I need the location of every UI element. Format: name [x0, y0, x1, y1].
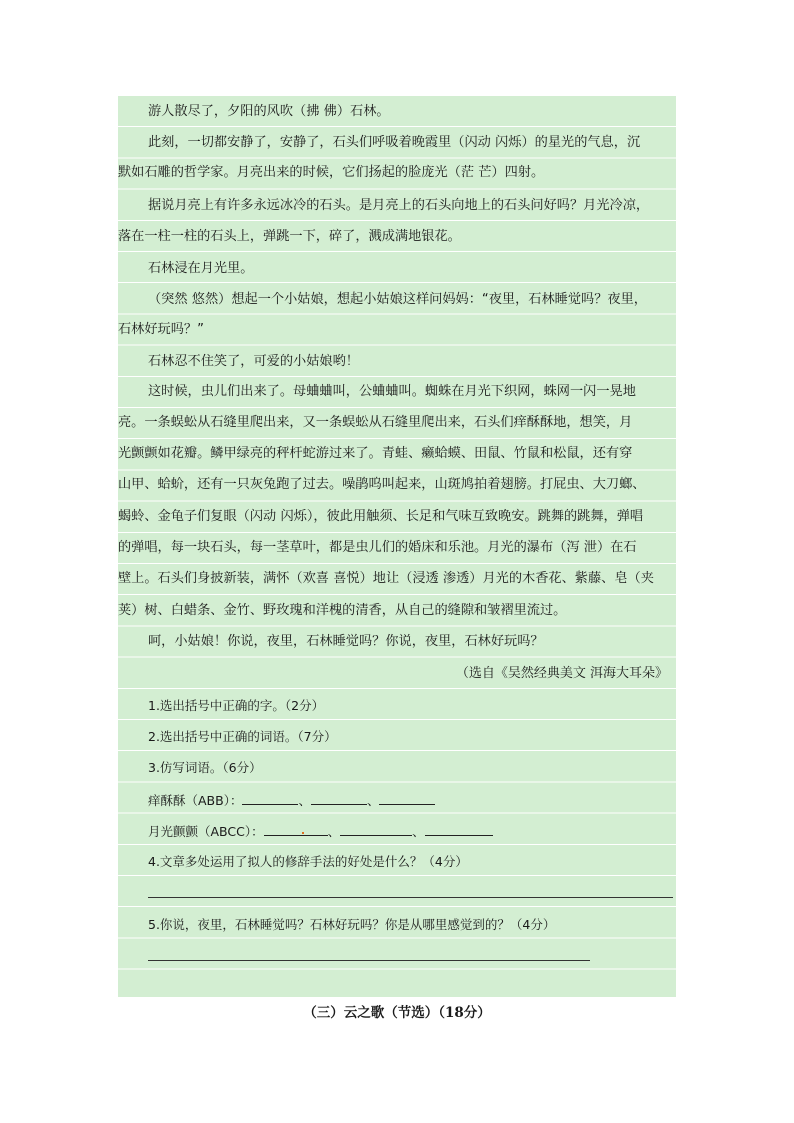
passage-line: 壁上。石头们身披新装，满怀（欢喜 喜悦）地让（浸透 渗透）月光的木香花、紫藤、皂（夹 — [118, 571, 654, 586]
passage-line: 的弹唱，每一块石头，每一茎草叶，都是虫儿们的婚床和乐池。月光的瀑布（泻 泄）在石 — [118, 540, 637, 555]
passage-line: 石林浸在月光里。 — [148, 261, 254, 276]
question-3b — [148, 821, 673, 842]
separator: 、 — [298, 793, 311, 808]
passage-line: 蝎蛉、金龟子们复眼（闪动 闪烁），彼此用触须、长足和气味互致晚安。跳舞的跳舞，弹唱 — [118, 509, 644, 524]
passage-line: 光颤颤如花瓣。鳞甲绿亮的秤杆蛇游过来了。青蛙、癞蛤蟆、田鼠、竹鼠和松鼠，还有穿 — [118, 446, 633, 461]
answer-blank[interactable] — [264, 821, 328, 836]
ink-mark — [302, 832, 304, 834]
question-2: 2.选出括号中正确的词语。（7分） — [148, 729, 337, 744]
separator: 、 — [366, 793, 380, 808]
question-4: 4.文章多处运用了拟人的修辞手法的好处是什么？（4分） — [148, 854, 468, 869]
separator: 、 — [327, 824, 341, 839]
separator: 、 — [412, 824, 425, 839]
passage-line: 石林好玩吗？” — [118, 322, 204, 337]
question-3: 3.仿写词语。（6分） — [148, 760, 262, 775]
answer-line[interactable] — [148, 960, 590, 961]
answer-line[interactable] — [148, 897, 673, 898]
passage-line: 落在一柱一柱的石头上，弹跳一下，碎了，溅成满地银花。 — [118, 229, 461, 244]
passage-line: 此刻，一切都安静了，安静了，石头们呼吸着晚霞里（闪动 闪烁）的星光的气息，沉 — [148, 135, 641, 150]
source-citation: （选自《吴然经典美文 洱海大耳朵》 — [455, 666, 668, 681]
passage-line: 石林忍不住笑了，可爱的小姑娘哟！ — [148, 354, 359, 369]
answer-blank[interactable] — [311, 790, 367, 805]
passage-line: 山甲、蛤蚧，还有一只灰兔跑了过去。噪鹃呜叫起来，山斑鸠拍着翅膀。打屁虫、大刀螂、 — [118, 477, 646, 492]
passage-line: （突然 悠然）想起一个小姑娘，想起小姑娘这样问妈妈：“夜里，石林睡觉吗？夜里， — [148, 292, 647, 307]
section-heading: （三）云之歌（节选）（18分） — [303, 1005, 491, 1021]
passage-line: 游人散尽了，夕阳的风吹（拂 佛）石林。 — [148, 104, 390, 119]
q3b-label: 月光颤颤（ABCC）： — [148, 824, 264, 839]
passage-line: 亮。一条蜈蚣从石缝里爬出来，又一条蜈蚣从石缝里爬出来，石头们痒酥酥地，想笑，月 — [118, 415, 633, 430]
passage-line: 默如石雕的哲学家。月亮出来的时候，它们扬起的脸庞光（茫 芒）四射。 — [118, 165, 545, 180]
passage-line: 荚）树、白蜡条、金竹、野玫瑰和洋槐的清香，从自己的缝隙和皱褶里流过。 — [118, 603, 567, 618]
passage-line: 呵，小姑娘！你说，夜里，石林睡觉吗？你说，夜里，石林好玩吗？ — [148, 634, 544, 649]
passage-line: 这时候，虫儿们出来了。母蛐蛐叫，公蛐蛐叫。蜘蛛在月光下织网，蛛网一闪一晃地 — [148, 384, 636, 399]
q3a-label: 痒酥酥（ABB）： — [148, 793, 243, 808]
answer-blank[interactable] — [379, 790, 435, 805]
question-5: 5.你说，夜里，石林睡觉吗？石林好玩吗？你是从哪里感觉到的？（4分） — [148, 917, 556, 932]
question-3a — [148, 790, 673, 811]
answer-blank[interactable] — [340, 821, 412, 836]
question-1: 1.选出括号中正确的字。（2分） — [148, 698, 325, 713]
passage-line: 据说月亮上有许多永远冰冷的石头。是月亮上的石头向地上的石头问好吗？月光冷凉， — [148, 198, 650, 213]
answer-blank[interactable] — [242, 790, 298, 805]
answer-blank[interactable] — [425, 821, 493, 836]
